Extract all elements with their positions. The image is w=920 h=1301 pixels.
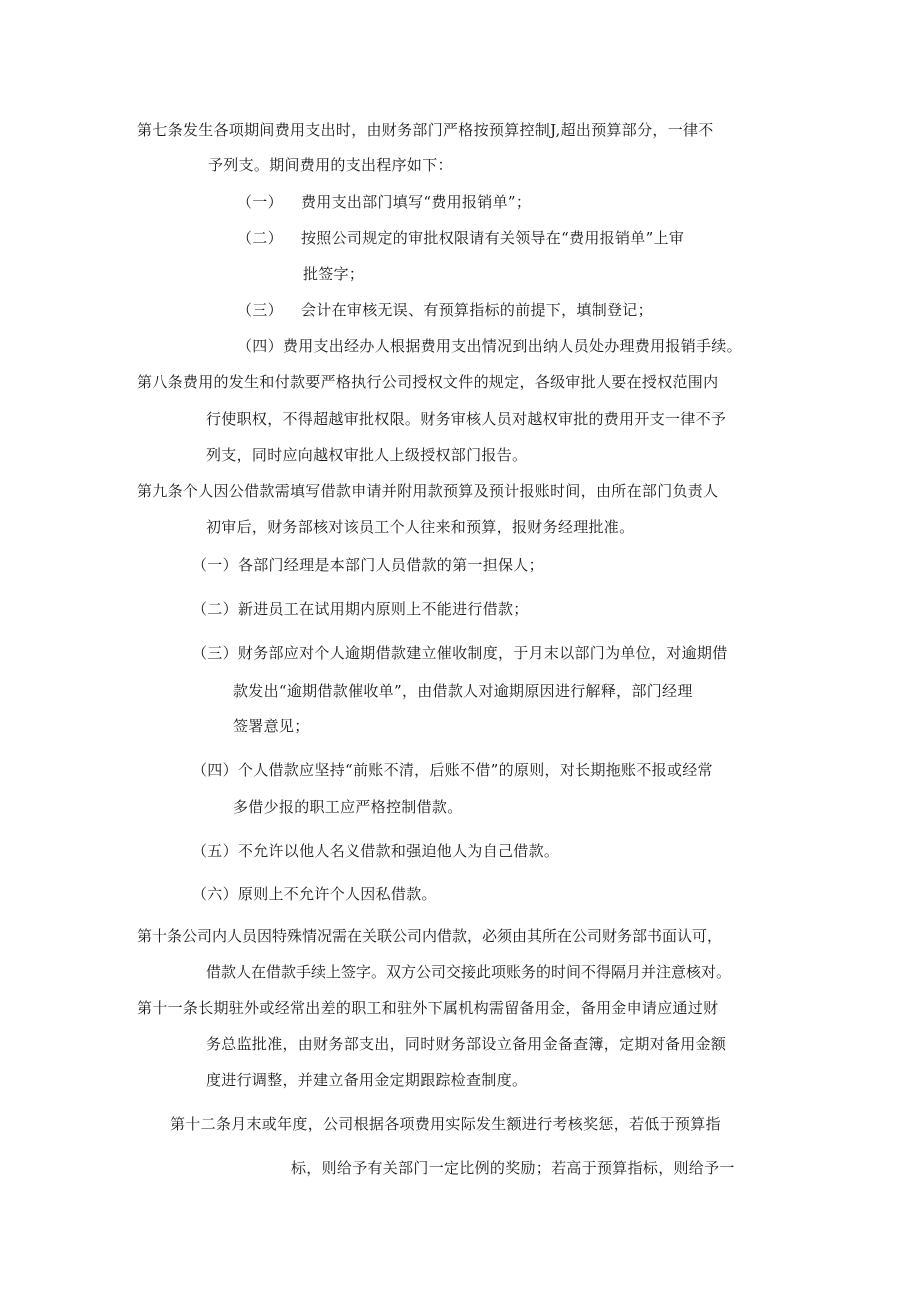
item-text: 会计在审核无误、有预算指标的前提下，填制登记； <box>301 301 653 319</box>
article7-item <box>237 228 684 248</box>
article7-item: （四）费用支出经办人根据费用支出情况到出纳人员处办理费用报销手续。 <box>237 337 742 355</box>
article9-line: 初审后，财务部核对该员工个人往来和预算，报财务经理批准。 <box>206 518 635 536</box>
article8-line: 第八条费用的发生和付款要严格执行公司授权文件的规定，各级审批人要在授权范围内 <box>137 373 719 391</box>
article7-line: 第七条发生各项期间费用支出时，由财务部门严格按预算控制J,超出预算部分，一律不 <box>137 121 714 139</box>
article9-item: （六）原则上不允许个人因私借款。 <box>192 885 437 903</box>
article7-item <box>237 192 531 212</box>
item-label: （一） <box>237 193 283 211</box>
article11-line: 度进行调整，并建立备用金定期跟踪检查制度。 <box>206 1071 528 1089</box>
article10-line: 第十条公司内人员因特殊情况需在关联公司内借款，必须由其所在公司财务部书面认可， <box>137 927 723 945</box>
article9-item-continuation: 款发出“逾期借款催收单”，由借款人对逾期原因进行解释，部门经理 <box>233 682 693 700</box>
article11-line: 务总监批准，由财务部支出，同时财务部设立备用金备查簿，定期对备用金额 <box>206 1035 727 1053</box>
article10-line: 借款人在借款手续上签字。双方公司交接此项账务的时间不得隔月并注意核对。 <box>206 963 732 981</box>
item-label: （三） <box>237 301 283 319</box>
article7-item <box>237 300 653 320</box>
article9-item: （四）个人借款应坚持“前账不清，后账不借”的原则，对长期拖账不报或经常 <box>192 761 713 779</box>
article7-line: 予列支。期间费用的支出程序如下： <box>208 156 453 174</box>
article9-item: （五）不允许以他人名义借款和强迫他人为自己借款。 <box>192 842 560 860</box>
article12-line: 第十二条月末或年度，公司根据各项费用实际发生额进行考核奖惩，若低于预算指 <box>170 1115 721 1133</box>
article9-item-continuation: 多借少报的职工应严格控制借款。 <box>233 798 463 816</box>
item-label: （二） <box>237 229 283 247</box>
article8-line: 列支，同时应向越权审批人上级授权部门报告。 <box>206 446 528 464</box>
article9-item: （三）财务部应对个人逾期借款建立催收制度，于月末以部门为单位，对逾期借 <box>192 644 728 662</box>
article9-item: （一）各部门经理是本部门人员借款的第一担保人； <box>192 556 544 574</box>
item-text: 按照公司规定的审批权限请有关领导在“费用报销单”上审 <box>301 229 685 247</box>
article9-item: （二）新进员工在试用期内原则上不能进行借款； <box>192 600 529 618</box>
article9-item-continuation: 签署意见； <box>233 717 310 735</box>
article12-line: 标，则给予有关部门一定比例的奖励；若高于预算指标，则给予一 <box>291 1159 735 1177</box>
article8-line: 行使职权，不得超越审批权限。财务审核人员对越权审批的费用开支一律不予 <box>206 410 727 428</box>
item-text: 费用支出部门填写“费用报销单”； <box>301 193 532 211</box>
article11-line: 第十一条长期驻外或经常出差的职工和驻外下属机构需留备用金，备用金申请应通过财 <box>137 999 719 1017</box>
article7-item-continuation: 批签字； <box>303 265 365 283</box>
article9-line: 第九条个人因公借款需填写借款申请并附用款预算及预计报账时间，由所在部门负责人 <box>137 482 719 500</box>
